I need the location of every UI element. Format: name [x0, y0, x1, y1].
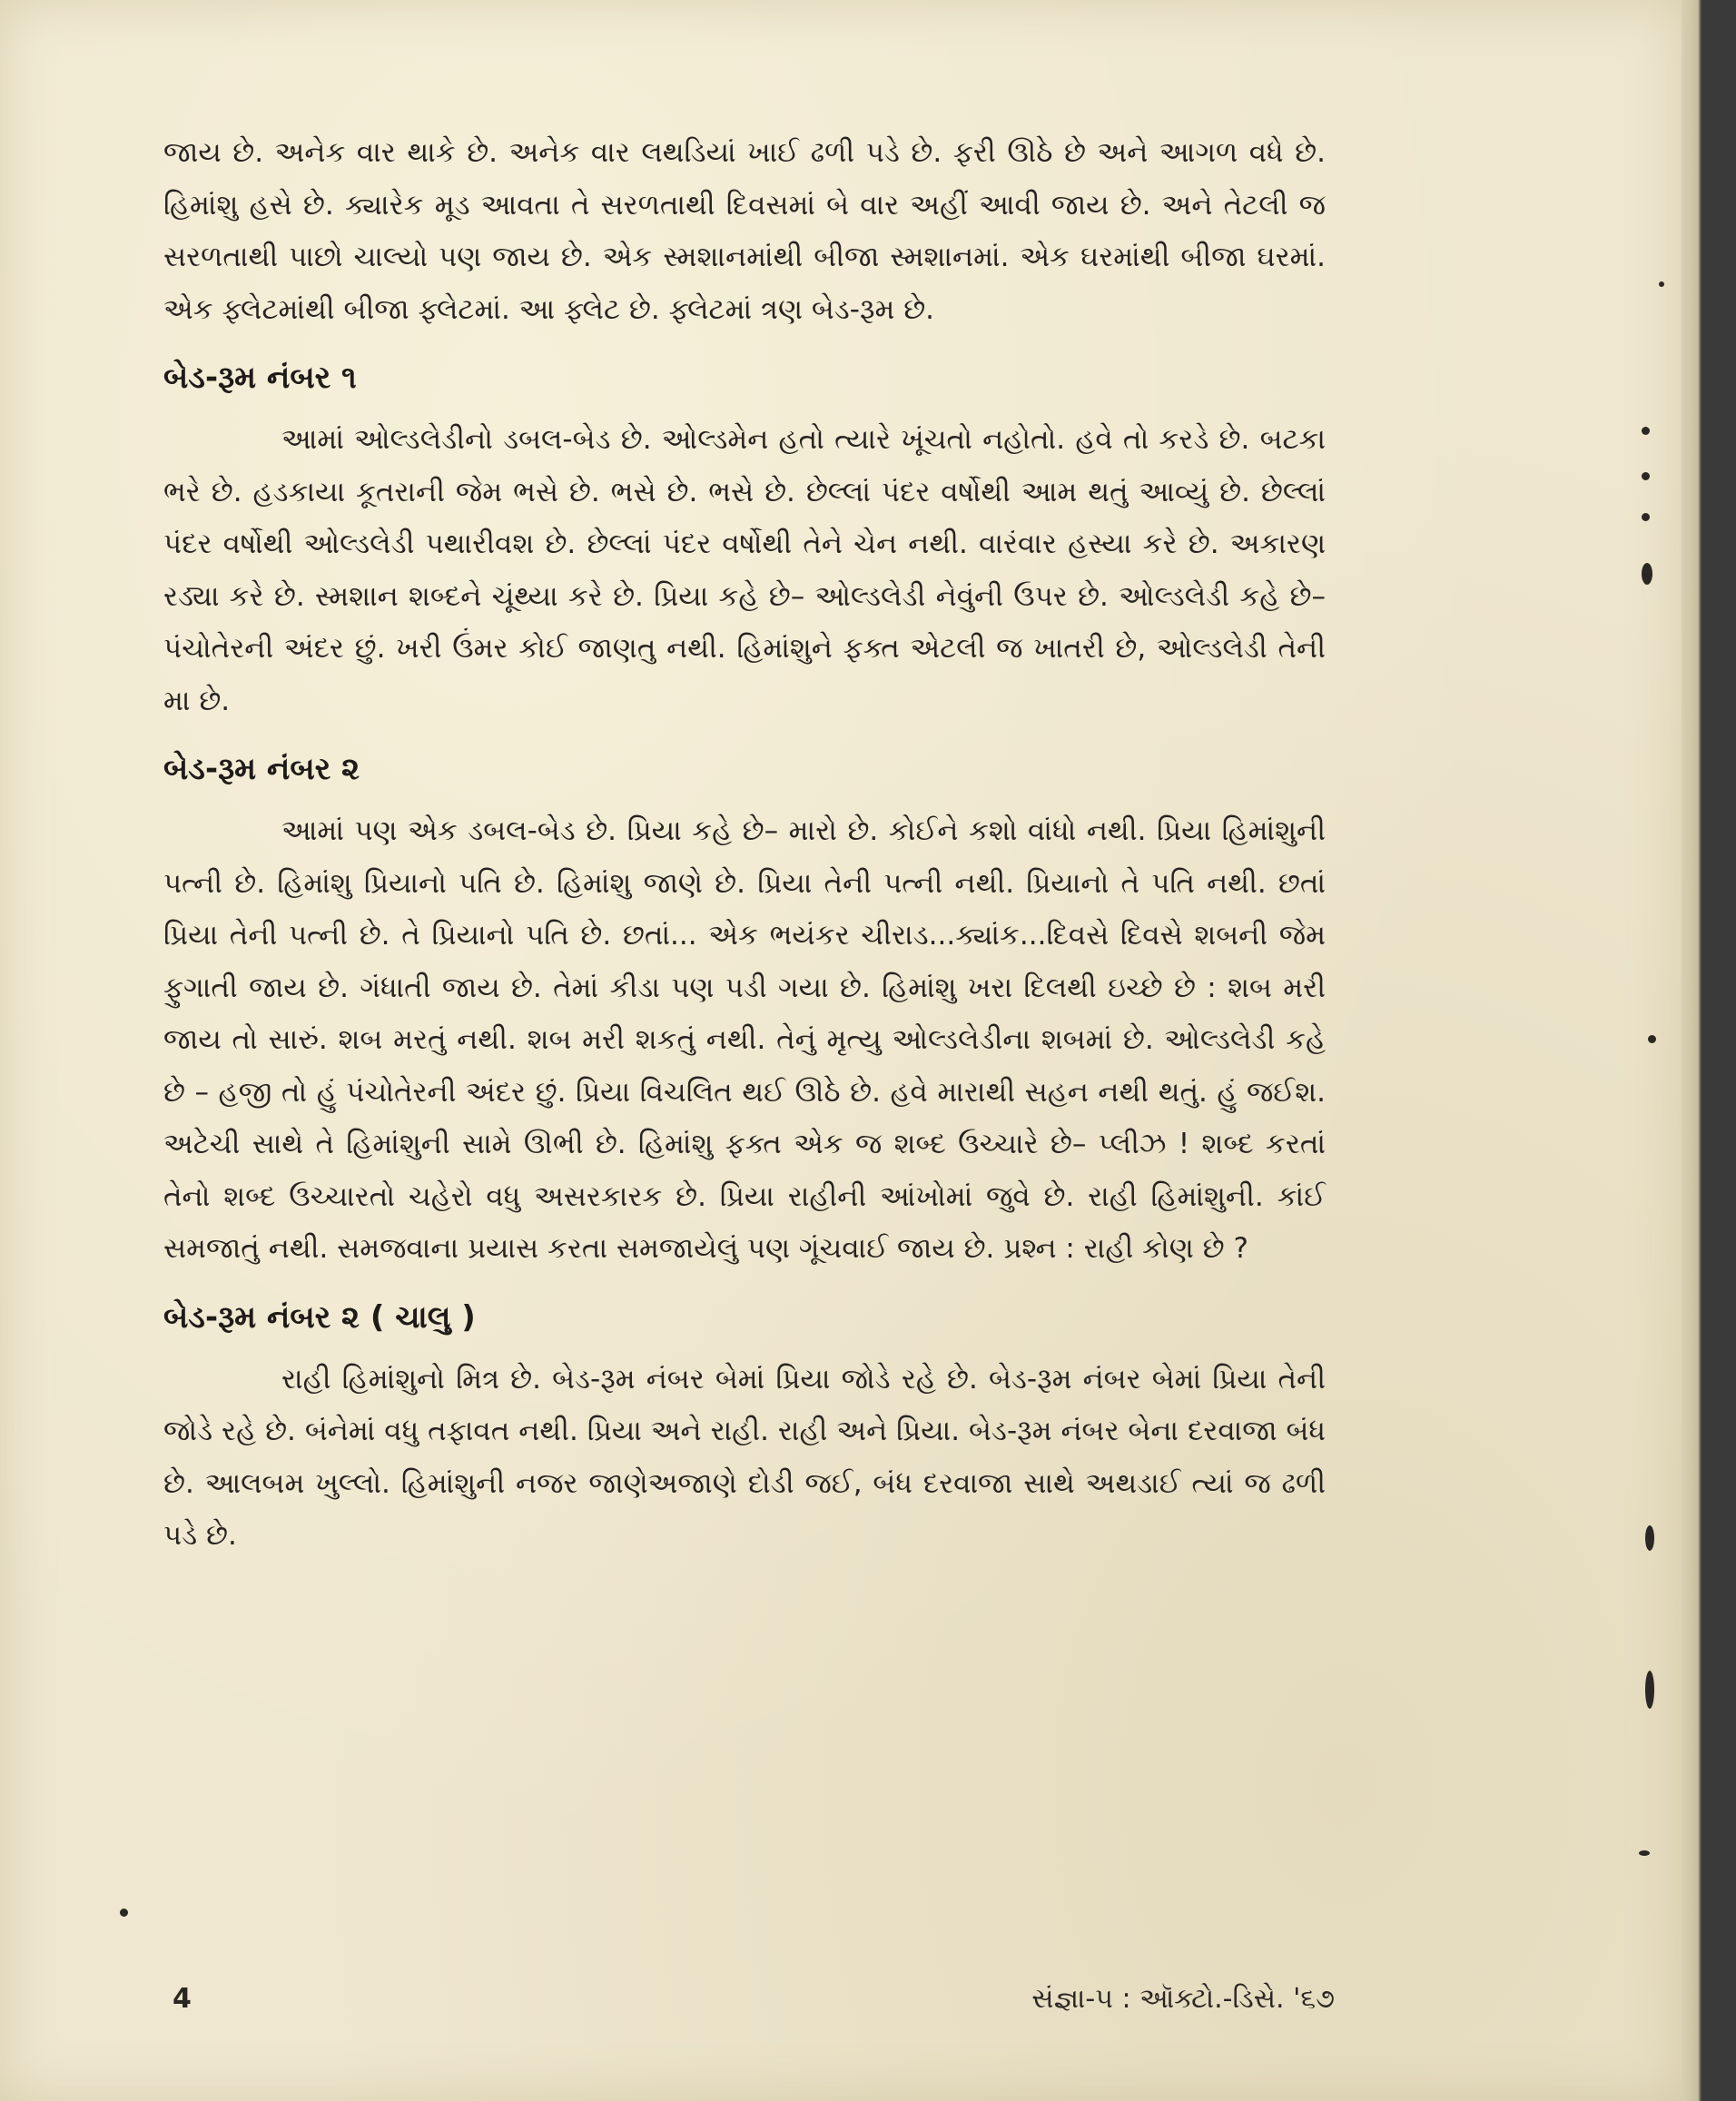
margin-speck: [1648, 1035, 1656, 1043]
margin-speck: [1642, 472, 1650, 480]
section-text-bedroom-2: આમાં પણ એક ડબલ-બેડ છે. પ્રિયા કહે છે– મારો છે. કોઈને કશો વાંધો નથી. પ્રિયા હિમાંશુની પત્ની છે. હિમાંશુ પ્રિયાનો પતિ છે. હિમાંશુ જાણે છે. પ્રિયા તેની પત્ની નથી. પ્રિયાનો તે પતિ નથી. છતાં પ્રિયા તેની પત્ની છે. તે પ્રિયાનો પતિ છે. છતાં... એક ભયંકર ચીરાડ...ક્યાંક...દિવસે દિવસે શબની જેમ ફુગાતી જાય છે. ગંધાતી જાય છે. તેમાં કીડા પણ પડી ગયા છે. હિમાંશુ ખરા દિલથી ઇચ્છે છે : શબ મરી જાય તો સારું. શબ મરતું નથી. શબ મરી શકતું નથી. તેનું મૃત્યુ ઓલ્ડલેડીના શબમાં છે. ઓલ્ડલેડી કહે છે – હજી તો હું પંચોતેરની અંદર છું. પ્રિયા વિચલિત થઈ ઊઠે છે. હવે મારાથી સહન નથી થતું. હું જઈશ. અટેચી સાથે તે હિમાંશુની સામે ઊભી છે. હિમાંશુ ફક્ત એક જ શબ્દ ઉચ્ચારે છે– પ્લીઝ ! શબ્દ કરતાં તેનો શબ્દ ઉચ્ચારતો ચહેરો વધુ અસરકારક છે. પ્રિયા રાહીની આંખોમાં જુવે છે. રાહી હિમાંશુની. કાંઈ સમજાતું નથી. સમજવાના પ્રયાસ કરતા સમજાયેલું પણ ગૂંચવાઈ જાય છે. પ્રશ્ન : રાહી કોણ છે ?: [163, 814, 1326, 1265]
section-heading-bedroom-2-continued: બેડ-રૂમ નંબર ૨ ( ચાલુ ): [163, 1298, 476, 1336]
margin-speck: [1642, 513, 1650, 521]
page-number: 4: [173, 1983, 192, 2015]
margin-speck: [1639, 1850, 1650, 1856]
issue-label: સંજ્ઞા-૫ : ઑક્ટો.-ડિસે. '૬૭: [1031, 1983, 1335, 2015]
page-body: [163, 127, 1326, 1563]
margin-speck: [1645, 1671, 1654, 1709]
margin-speck: [120, 1909, 128, 1917]
intro-paragraph: જાય છે. અનેક વાર થાકે છે. અનેક વાર લથડિયાં ખાઈ ઢળી પડે છે. ફરી ઊઠે છે અને આગળ વધે છે. હિમાંશુ હસે છે. ક્યારેક મૂડ આવતા તે સરળતાથી દિવસમાં બે વાર અહીં આવી જાય છે. અને તેટલી જ સરળતાથી પાછો ચાલ્યો પણ જાય છે. એક સ્મશાનમાંથી બીજા સ્મશાનમાં. એક ઘરમાંથી બીજા ઘરમાં. એક ફ્લેટમાંથી બીજા ફ્લેટમાં. આ ફ્લેટ છે. ફ્લેટમાં ત્રણ બેડ-રૂમ છે.: [163, 136, 1326, 326]
page-edge: [1682, 0, 1736, 2101]
section-text-bedroom-2-continued: રાહી હિમાંશુનો મિત્ર છે. બેડ-રૂમ નંબર બેમાં પ્રિયા જોડે રહે છે. બેડ-રૂમ નંબર બેમાં પ્રિયા તેની જોડે રહે છે. બંનેમાં વધુ તફાવત નથી. પ્રિયા અને રાહી. રાહી અને પ્રિયા. બેડ-રૂમ નંબર બેના દરવાજા બંધ છે. આલબમ ખુલ્લો. હિમાંશુની નજર જાણેઅજાણે દોડી જઈ, બંધ દરવાજા સાથે અથડાઈ ત્યાં જ ઢળી પડે છે.: [163, 1362, 1326, 1552]
section-heading-bedroom-2: બેડ-રૂમ નંબર ૨: [163, 751, 360, 787]
margin-speck: [1642, 427, 1650, 435]
page-footer: [163, 1983, 1335, 2023]
section-heading-bedroom-1: બેડ-રૂમ નંબર ૧: [163, 360, 357, 396]
margin-speck: [1659, 281, 1664, 287]
section-text-bedroom-1: આમાં ઓલ્ડલેડીનો ડબલ-બેડ છે. ઓલ્ડમેન હતો ત્યારે ખૂંચતો નહોતો. હવે તો કરડે છે. બટકા ભરે છે. હડકાયા કૂતરાની જેમ ભસે છે. ભસે છે. ભસે છે. છેલ્લાં પંદર વર્ષોથી આમ થતું આવ્યું છે. છેલ્લાં પંદર વર્ષોથી ઓલ્ડલેડી પથારીવશ છે. છેલ્લાં પંદર વર્ષોથી તેને ચેન નથી. વારંવાર હસ્યા કરે છે. અકારણ રડ્યા કરે છે. સ્મશાન શબ્દને ચૂંથ્યા કરે છે. પ્રિયા કહે છે– ઓલ્ડલેડી નેવુંની ઉપર છે. ઓલ્ડલેડી કહે છે– પંચોતેરની અંદર છું. ખરી ઉંમર કોઈ જાણતુ નથી. હિમાંશુને ફક્ત એટલી જ ખાતરી છે, ઓલ્ડલેડી તેની મા છે.: [163, 423, 1326, 717]
margin-speck: [1645, 1525, 1654, 1551]
margin-speck: [1642, 563, 1652, 585]
